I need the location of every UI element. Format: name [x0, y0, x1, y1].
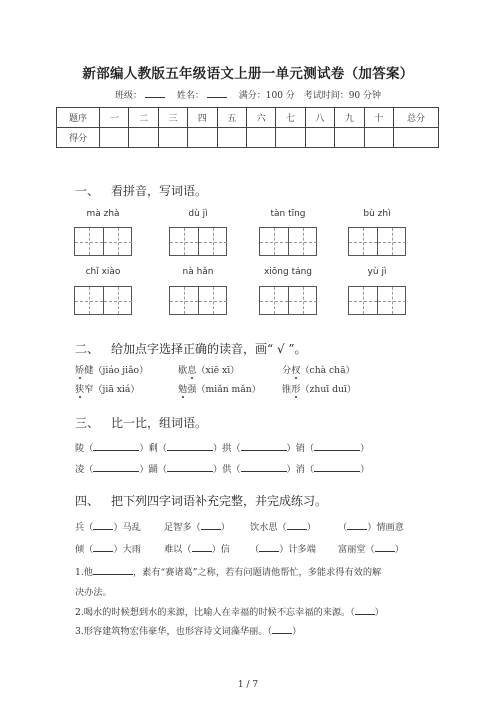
score-row-label: 得分	[57, 128, 100, 148]
score-header-cell: 八	[305, 108, 334, 128]
score-table-score-row	[57, 128, 439, 148]
idiom-item: （ ）情画意	[338, 522, 404, 533]
time-label: 考试时间：90 分钟	[303, 91, 382, 101]
score-header-cell: 一	[100, 108, 129, 128]
idiom-item: 倾（ ）大雨	[75, 544, 141, 555]
writing-grid[interactable]	[259, 286, 317, 315]
page-number: 1 / 7	[237, 680, 259, 690]
answer-blank[interactable]	[93, 462, 139, 472]
exam-info	[0, 88, 496, 101]
writing-grid[interactable]	[348, 227, 406, 256]
score-header-cell: 七	[276, 108, 305, 128]
answer-blank[interactable]	[347, 520, 367, 530]
score-cell[interactable]	[305, 128, 334, 148]
pinyin-label: yù jì	[367, 267, 387, 277]
answer-blank[interactable]	[355, 605, 375, 615]
idiom-item: 富丽堂（ ）	[338, 544, 404, 555]
score-table	[56, 107, 439, 148]
answer-blank[interactable]	[314, 441, 360, 451]
score-header-cell: 六	[246, 108, 275, 128]
writing-grid[interactable]	[169, 286, 227, 315]
section-2-heading: 二、 给加点字选择正确的读音，画“ √ ”。	[75, 342, 307, 356]
pinyin-label: chǐ xiào	[85, 267, 121, 277]
score-cell[interactable]	[217, 128, 246, 148]
score-label: 满分：100 分	[238, 91, 295, 101]
question-1: 1.他 ，素有“赛诸葛”之称，若有问题请他帮忙，多能求得有效的解	[75, 567, 382, 578]
score-header-cell: 五	[217, 108, 246, 128]
score-header-cell: 二	[129, 108, 158, 128]
score-cell[interactable]	[100, 128, 129, 148]
question-3: 3.形容建筑物宏伟豪华，也形容诗文词藻华丽。（ ）	[75, 626, 302, 637]
answer-blank[interactable]	[272, 624, 292, 634]
answer-blank[interactable]	[167, 462, 213, 472]
writing-grid[interactable]	[348, 286, 406, 315]
score-cell[interactable]	[246, 128, 275, 148]
section-1-heading: 一、 看拼音，写词语。	[75, 184, 208, 198]
reading-choice-item[interactable]: 歇息（xiē xī）	[178, 365, 240, 376]
answer-blank[interactable]	[314, 462, 360, 472]
answer-blank[interactable]	[93, 542, 113, 552]
score-cell[interactable]	[394, 128, 439, 148]
answer-blank[interactable]	[259, 542, 279, 552]
writing-grid[interactable]	[74, 227, 132, 256]
section-4-heading: 四、 把下列四字词语补充完整，并完成练习。	[75, 494, 328, 508]
answer-blank[interactable]	[375, 542, 395, 552]
reading-choice-item[interactable]: 锥形（zhuī duī）	[282, 384, 357, 395]
answer-blank[interactable]	[93, 441, 139, 451]
name-label: 姓名：	[177, 91, 230, 101]
reading-choice-item[interactable]: 矫健（jiáo jiǎo）	[75, 365, 149, 376]
writing-grid[interactable]	[259, 227, 317, 256]
pinyin-label: bù zhì	[363, 209, 391, 219]
idiom-item: 饮水思（ ）	[250, 522, 316, 533]
name-blank[interactable]	[207, 89, 227, 98]
score-cell[interactable]	[188, 128, 217, 148]
idiom-item: 足智多（ ）	[164, 522, 230, 533]
score-header-cell: 十	[364, 108, 393, 128]
answer-blank[interactable]	[241, 462, 287, 472]
word-group-row: 凌（ ）踊（ ）供（ ）消（ ）	[75, 464, 370, 475]
question-1-continued: 决办法。	[75, 587, 112, 598]
word-group-row: 陵（ ）剩（ ）拱（ ）销（ ）	[75, 443, 370, 454]
idiom-item: （ ）计多端	[250, 544, 316, 555]
score-header-cell: 四	[188, 108, 217, 128]
pinyin-label: tàn tīng	[270, 209, 306, 219]
pinyin-label: xiōng táng	[263, 267, 313, 277]
answer-blank[interactable]	[93, 565, 133, 575]
answer-blank[interactable]	[167, 441, 213, 451]
score-header-cell: 三	[158, 108, 187, 128]
score-header-cell: 九	[335, 108, 364, 128]
score-cell[interactable]	[335, 128, 364, 148]
score-header-cell: 总分	[394, 108, 439, 128]
writing-grid[interactable]	[169, 227, 227, 256]
pinyin-label: mà zhà	[86, 209, 120, 219]
score-cell[interactable]	[158, 128, 187, 148]
score-cell[interactable]	[276, 128, 305, 148]
section-3-heading: 三、 比一比，组词语。	[75, 416, 208, 430]
question-2: 2.喝水的时候想到水的来源，比喻人在幸福的时候不忘幸福的来源。（ ）	[75, 607, 384, 618]
idiom-item: 难以（ ）信	[164, 544, 230, 555]
pinyin-label: dù jì	[188, 209, 208, 219]
answer-blank[interactable]	[192, 542, 212, 552]
answer-blank[interactable]	[287, 520, 307, 530]
document-title: 新部编人教版五年级语文上册一单元测试卷（加答案）	[82, 66, 414, 82]
answer-blank[interactable]	[201, 520, 221, 530]
score-cell[interactable]	[129, 128, 158, 148]
reading-choice-item[interactable]: 狭窄（jiā xiá）	[75, 384, 140, 395]
reading-choice-item[interactable]: 勉强（miǎn mǎn）	[178, 384, 261, 395]
answer-blank[interactable]	[93, 520, 113, 530]
class-blank[interactable]	[145, 89, 165, 98]
writing-grid[interactable]	[74, 286, 132, 315]
answer-blank[interactable]	[241, 441, 287, 451]
class-label: 班级：	[115, 91, 168, 101]
idiom-item: 兵（ ）马乱	[75, 522, 141, 533]
score-table-header-row	[57, 108, 439, 128]
reading-choice-item[interactable]: 分杈（chà chā）	[282, 365, 355, 376]
pinyin-label: nà hǎn	[182, 267, 214, 277]
score-cell[interactable]	[364, 128, 393, 148]
score-header-cell: 题序	[57, 108, 100, 128]
